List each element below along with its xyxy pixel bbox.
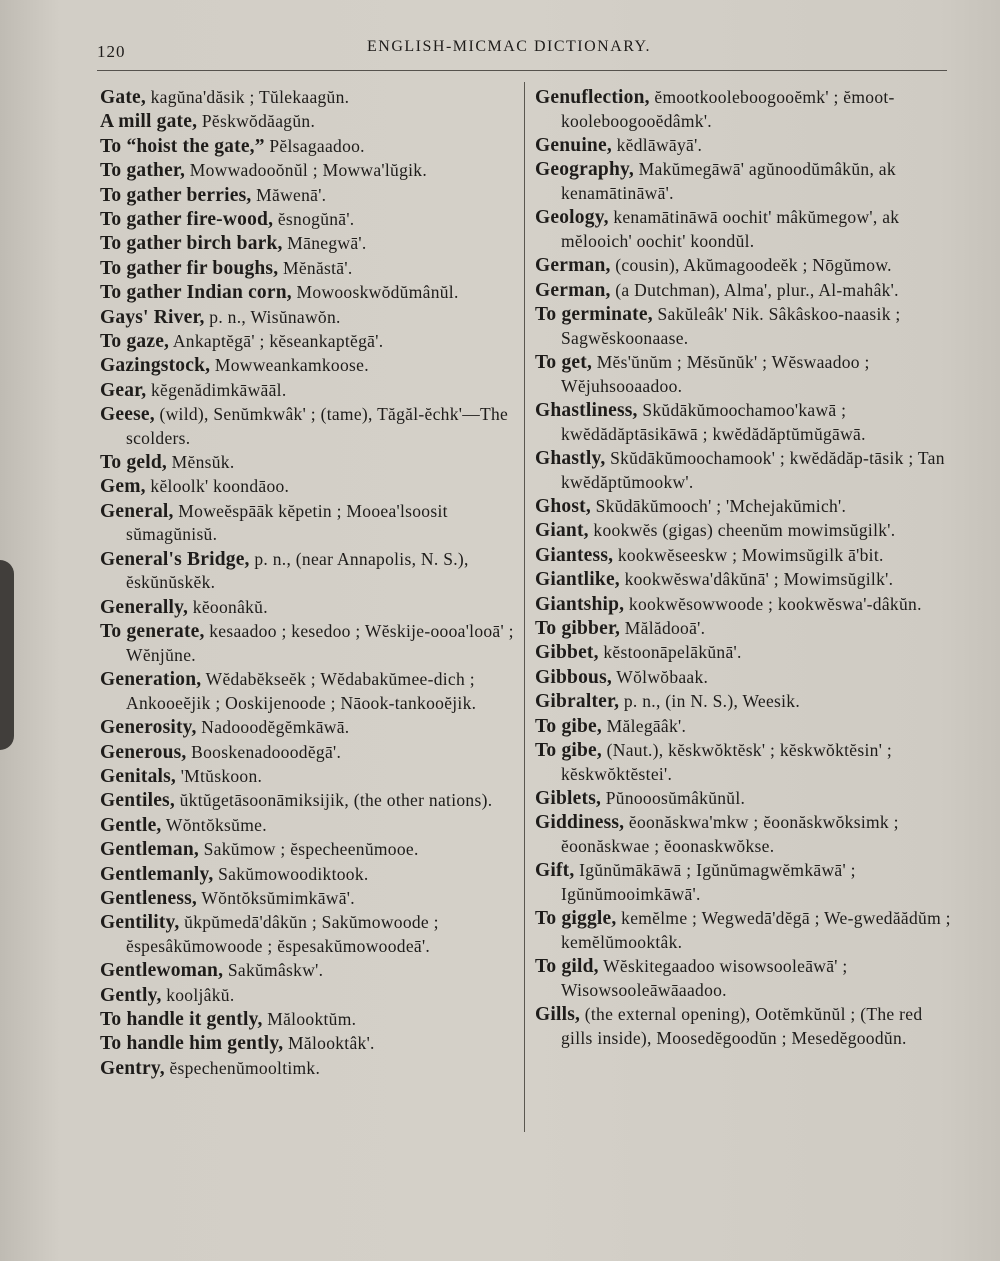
entry-definition: Skŭdākŭmoochamook' ; kwĕdădăp-tāsik ; Tan kwĕdăptŭmookw'. <box>561 448 945 492</box>
entry-headword: Giddiness, <box>535 812 625 834</box>
entry-definition: Sakŭleâk' Nik. Sâkâskoo-naasik ; Sagwĕskoonaase. <box>561 304 901 348</box>
entry-headword: Geese, <box>100 404 155 426</box>
dictionary-entry <box>100 911 518 958</box>
entry-definition: kookwĕseeskw ; Mowimsŭgilk ā'bit. <box>613 544 884 565</box>
entry-definition: Booskenadooodĕgā'. <box>186 741 342 762</box>
entry-definition: Ankaptĕgā' ; kĕseankaptĕgā'. <box>169 330 384 351</box>
entry-definition: ĕsnogŭnā'. <box>273 208 355 229</box>
entry-definition: kĕgenădimkāwāāl. <box>146 379 287 400</box>
entry-headword: To handle it gently, <box>100 1009 263 1031</box>
dictionary-entry <box>100 716 518 740</box>
dictionary-entry <box>100 1032 518 1056</box>
dictionary-entry <box>535 787 955 811</box>
entry-headword: To gather fir boughs, <box>100 257 279 279</box>
entry-headword: Gentlemanly, <box>100 863 214 885</box>
entry-headword: To gather Indian corn, <box>100 282 292 304</box>
entry-headword: Generation, <box>100 669 202 691</box>
dictionary-entry <box>535 86 955 133</box>
entry-headword: Gentle, <box>100 814 162 836</box>
entry-definition: Sakŭmow ; ĕspecheenŭmooe. <box>198 839 419 860</box>
entry-headword: Generosity, <box>100 717 197 739</box>
entry-headword: Giantship, <box>535 593 625 615</box>
dictionary-entry <box>535 254 955 278</box>
entry-definition: Mowwadooŏnŭl ; Mowwa'lŭgik. <box>185 160 428 181</box>
entry-definition: Mălooktŭm. <box>262 1009 357 1030</box>
entry-headword: General's Bridge, <box>100 548 250 570</box>
dictionary-entry <box>100 765 518 789</box>
entry-headword: General, <box>100 500 174 522</box>
entry-definition: Mowweankamkoose. <box>210 355 369 376</box>
entry-definition: kesaadoo ; kesedoo ; Wĕskije-oooa'looā' ; Wĕnjŭne. <box>126 621 514 665</box>
entry-definition: kookwĕswa'dâkŭnā' ; Mowimsŭgilk'. <box>619 569 894 590</box>
entry-definition: kookwĕs (gigas) cheenŭm mowimsŭgilk'. <box>588 520 896 541</box>
dictionary-entry <box>100 306 518 330</box>
entry-definition: p. n., Wisŭnawŏn. <box>204 306 341 327</box>
entry-definition: Mānegwā'. <box>282 233 367 254</box>
dictionary-entry <box>535 519 955 543</box>
dictionary-entry <box>100 838 518 862</box>
entry-headword: To gibe, <box>535 739 602 761</box>
dictionary-entry <box>100 451 518 475</box>
dictionary-entry <box>535 399 955 446</box>
dictionary-entry <box>535 279 955 303</box>
entry-definition: Nadooodĕgĕmkāwā. <box>196 717 350 738</box>
entry-definition: (a Dutchman), Alma', plur., Al-mahâk'. <box>610 279 899 300</box>
entry-headword: Giant, <box>535 520 589 542</box>
entry-definition: Mĕnăstā'. <box>278 257 353 278</box>
dictionary-entry <box>100 863 518 887</box>
dictionary-entry <box>535 641 955 665</box>
entry-definition: kagŭna'dăsik ; Tŭlekaagŭn. <box>145 87 350 107</box>
dictionary-entry <box>100 184 518 208</box>
entry-headword: Generally, <box>100 596 189 618</box>
entry-headword: To geld, <box>100 452 167 474</box>
entry-definition: Mălădooā'. <box>620 618 706 639</box>
entry-headword: Geography, <box>535 159 634 181</box>
entry-definition: Mowooskwŏdŭmânŭl. <box>291 282 459 303</box>
entry-definition: Pĕlsagaadoo. <box>264 135 365 156</box>
entry-definition: Wĕdabĕkseĕk ; Wĕdabakŭmee-dich ; Ankooeĕjik ; Ooskijenoode ; Nāook-tankooĕjik. <box>126 669 477 713</box>
dictionary-entry <box>535 739 955 786</box>
dictionary-entry <box>535 134 955 158</box>
dictionary-entry <box>100 110 518 134</box>
entry-headword: To gather birch bark, <box>100 233 283 255</box>
dictionary-entry <box>535 811 955 858</box>
entry-headword: To get, <box>535 352 593 374</box>
dictionary-entry <box>535 568 955 592</box>
entry-definition: p. n., (near Annapolis, N. S.), ĕskŭnŭskĕk. <box>126 548 469 593</box>
entry-headword: Ghost, <box>535 496 591 518</box>
entry-headword: To giggle, <box>535 908 617 930</box>
entry-headword: Gift, <box>535 860 575 882</box>
entry-headword: Ghastly, <box>535 448 606 470</box>
dictionary-entry <box>535 351 955 398</box>
entry-headword: To gather, <box>100 160 186 182</box>
entry-headword: To handle him gently, <box>100 1033 284 1055</box>
entry-headword: Genuflection, <box>535 87 650 108</box>
entry-definition: Wŏntŏksŭmimkāwā'. <box>197 887 355 908</box>
entry-definition: Igŭnŭmākāwā ; Igŭnŭmagwĕmkāwā' ; Igŭnŭmooimkāwā'. <box>561 860 856 904</box>
entry-headword: To gibe, <box>535 715 602 737</box>
entry-headword: Gate, <box>100 87 146 108</box>
dictionary-entry <box>535 593 955 617</box>
entry-definition: kĕloolk' koondāoo. <box>145 476 290 497</box>
entry-headword: Gear, <box>100 379 147 401</box>
page-number: 120 <box>97 42 126 61</box>
entry-definition: (wild), Senŭmkwâk' ; (tame), Tăgăl-ĕchk'—The scolders. <box>126 404 509 448</box>
dictionary-entry <box>535 1003 955 1050</box>
dictionary-entry <box>100 330 518 354</box>
dictionary-entry <box>100 984 518 1008</box>
dictionary-entry <box>535 544 955 568</box>
dictionary-entry <box>100 548 518 595</box>
dictionary-entry <box>100 257 518 281</box>
entry-headword: Gently, <box>100 984 162 1006</box>
entry-headword: Giantlike, <box>535 569 620 591</box>
dictionary-entry <box>535 715 955 739</box>
dictionary-entry <box>100 379 518 403</box>
entry-definition: Sakŭmowoodiktook. <box>213 863 369 884</box>
entry-definition: (the external opening), Ootĕmkŭnŭl ; (The red gills inside), Moosedĕgoodŭn ; Mesedĕgoodŭn. <box>561 1004 923 1048</box>
entry-headword: To gather berries, <box>100 184 252 206</box>
dictionary-entry <box>100 620 518 667</box>
dictionary-entry <box>100 741 518 765</box>
entry-definition: Moweĕspāāk kĕpetin ; Mooea'lsoosit sŭmagŭnisŭ. <box>126 500 448 545</box>
dictionary-entry <box>100 281 518 305</box>
running-title: ENGLISH-MICMAC DICTIONARY. <box>367 38 652 55</box>
page-edge-shadow <box>0 560 14 750</box>
entry-definition: Pĕskwŏdăagŭn. <box>197 111 316 132</box>
entry-headword: Gills, <box>535 1004 581 1026</box>
entry-definition: kooljâkŭ. <box>161 984 235 1005</box>
dictionary-entry <box>100 475 518 499</box>
dictionary-entry <box>535 303 955 350</box>
page-header <box>97 38 950 62</box>
entry-definition: ĕoonăskwa'mkw ; ĕoonăskwŏksimk ; ĕoonăskwae ; ĕoonaskwŏkse. <box>561 812 899 856</box>
entry-definition: kenamātināwā oochit' mâkŭmegow', ak mĕlooich' oochit' koondŭl. <box>561 207 900 251</box>
entry-headword: Generous, <box>100 741 187 763</box>
entry-headword: Gem, <box>100 476 146 498</box>
dictionary-entry <box>535 955 955 1002</box>
dictionary-entry <box>100 1057 518 1081</box>
dictionary-entry <box>100 1008 518 1032</box>
entry-headword: To “hoist the gate,” <box>100 135 265 157</box>
entry-headword: Gentiles, <box>100 790 175 812</box>
entry-definition: kĕoonâkŭ. <box>188 596 268 617</box>
dictionary-entry <box>100 500 518 547</box>
entry-definition: Skŭdākŭmoochamoo'kawā ; kwĕdădăptāsikāwā ; kwĕdădăptŭmŭgāwā. <box>561 400 866 444</box>
dictionary-entry <box>100 668 518 715</box>
entry-definition: Pŭnooosŭmâkŭnŭl. <box>601 787 746 808</box>
dictionary-entry <box>535 158 955 205</box>
dictionary-entry <box>100 208 518 232</box>
entry-headword: Gentility, <box>100 912 180 934</box>
entry-definition: p. n., (in N. S.), Weesik. <box>619 691 801 712</box>
entry-headword: Gibbous, <box>535 666 612 688</box>
dictionary-entry <box>535 859 955 906</box>
dictionary-entry <box>100 814 518 838</box>
entry-definition: Wŏlwŏbaak. <box>611 666 709 687</box>
entry-headword: Gazingstock, <box>100 355 211 377</box>
entry-definition: Mălegāâk'. <box>601 715 687 736</box>
entry-definition: Skŭdākŭmooch' ; 'Mchejakŭmich'. <box>590 496 847 517</box>
entry-headword: Giantess, <box>535 544 614 566</box>
column-divider <box>524 82 525 1132</box>
dictionary-entry <box>100 354 518 378</box>
entry-definition: kemĕlme ; Wegwedā'dĕgā ; We-gwedăădŭm ; kemĕlŭmooktâk. <box>561 908 951 952</box>
entry-definition: Măwenā'. <box>251 184 327 205</box>
entry-definition: (cousin), Akŭmagoodeĕk ; Nōgŭmow. <box>610 255 892 276</box>
entry-headword: Gentry, <box>100 1057 165 1079</box>
left-column <box>100 86 518 1081</box>
entry-headword: Gibbet, <box>535 642 599 664</box>
entry-definition: Mĕs'ŭnŭm ; Mĕsŭnŭk' ; Wĕswaadoo ; Wĕjuhsooaadoo. <box>561 352 870 396</box>
dictionary-entry <box>535 666 955 690</box>
dictionary-entry <box>535 495 955 519</box>
entry-headword: Gibralter, <box>535 691 620 713</box>
entry-headword: Giblets, <box>535 787 602 809</box>
header-rule <box>97 70 947 71</box>
entry-headword: To gild, <box>535 956 599 978</box>
dictionary-entry <box>535 447 955 494</box>
entry-definition: Mĕnsŭk. <box>166 452 235 473</box>
dictionary-entry <box>535 206 955 253</box>
dictionary-entry <box>100 959 518 983</box>
entry-headword: Gays' River, <box>100 306 205 328</box>
entry-headword: To gibber, <box>535 618 621 640</box>
entry-definition: kĕdlāwāyā'. <box>611 134 703 155</box>
dictionary-entry <box>100 789 518 813</box>
dictionary-entry <box>100 159 518 183</box>
entry-definition: (Naut.), kĕskwŏktĕsk' ; kĕskwŏktĕsin' ; kĕskwŏktĕstei'. <box>561 739 892 784</box>
entry-definition: Sakŭmâskw'. <box>223 960 324 981</box>
entry-headword: To germinate, <box>535 304 653 326</box>
entry-headword: Genitals, <box>100 765 177 787</box>
right-column <box>535 86 955 1051</box>
dictionary-entry <box>535 690 955 714</box>
dictionary-entry <box>100 86 518 110</box>
dictionary-entry <box>535 617 955 641</box>
entry-definition: Mălooktâk'. <box>283 1033 375 1054</box>
dictionary-entry <box>535 907 955 954</box>
entry-headword: To gaze, <box>100 330 170 352</box>
entry-definition: ĕspechenŭmooltimk. <box>164 1057 321 1078</box>
dictionary-entry <box>100 403 518 450</box>
entry-definition: ŭkpŭmedā'dâkŭn ; Sakŭmowoode ; ĕspesâkŭmowoode ; ĕspesakŭmowoodeā'. <box>126 912 439 956</box>
entry-definition: kĕstoonāpelākŭnā'. <box>598 642 742 663</box>
entry-headword: Gentlewoman, <box>100 960 224 982</box>
dictionary-entry <box>100 232 518 256</box>
entry-headword: Geology, <box>535 207 609 229</box>
dictionary-entry <box>100 887 518 911</box>
entry-definition: ĕmootkooleboogooĕmk' ; ĕmoot-kooleboogooĕdâmk'. <box>561 87 895 131</box>
entry-headword: Genuine, <box>535 134 612 156</box>
entry-headword: A mill gate, <box>100 111 198 133</box>
entry-definition: ŭktŭgetāsoonāmiksijik, (the other nations). <box>174 790 493 811</box>
entry-headword: Gentleman, <box>100 839 199 861</box>
entry-definition: 'Mtŭskoon. <box>176 765 263 786</box>
entry-headword: Ghastliness, <box>535 400 638 422</box>
entry-definition: Makŭmegāwā' agŭnoodŭmâkŭn, ak kenamātināwā'. <box>561 159 896 203</box>
entry-definition: Wĕskitegaadoo wisowsooleāwā' ; Wisowsooleāwāaadoo. <box>561 956 848 1000</box>
entry-headword: German, <box>535 279 611 301</box>
entry-headword: To gather fire-wood, <box>100 208 274 230</box>
dictionary-entry <box>100 596 518 620</box>
entry-headword: Gentleness, <box>100 887 197 909</box>
entry-definition: kookwĕsowwoode ; kookwĕswa'-dâkŭn. <box>624 593 922 614</box>
entry-headword: German, <box>535 255 611 277</box>
entry-definition: Wŏntŏksŭme. <box>161 814 267 835</box>
dictionary-entry <box>100 135 518 159</box>
entry-headword: To generate, <box>100 621 205 643</box>
